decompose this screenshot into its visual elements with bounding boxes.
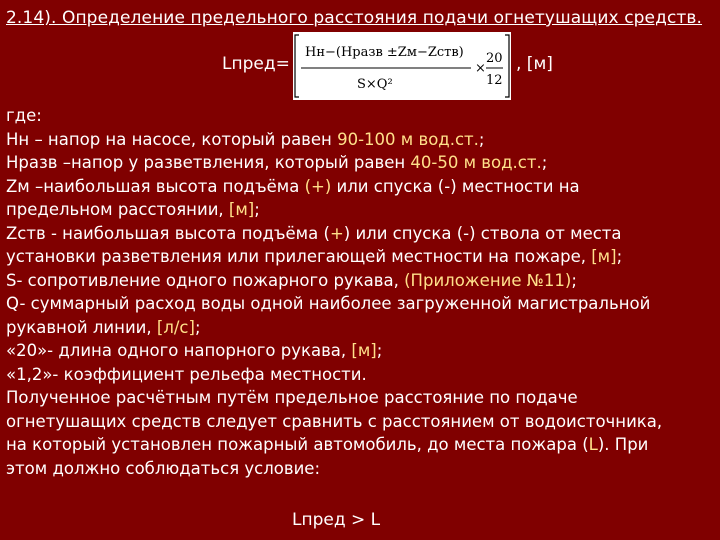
line-tail: ; [254,200,260,219]
formula-factor-den: 12 [486,73,503,88]
line-highlight: + [329,223,344,243]
line-tail: ; [541,153,548,172]
description-body [6,104,712,480]
line-highlight: [м] [351,341,377,360]
definition-line [6,198,712,222]
line-text: Полученное расчётным путём предельное расстояние по подаче [6,388,578,407]
definition-line [6,175,712,199]
definition-line [6,339,712,363]
line-text: этом должно соблюдаться условие: [6,458,321,478]
line-tail: ; [571,270,577,290]
definition-line [6,433,712,457]
line-tail: ; [376,341,383,360]
line-text: установки разветвления или прилегающей местности на пожаре, [6,247,592,266]
line-text: Zм –наибольшая высота подъёма [6,176,305,196]
formula-svg [293,32,511,100]
formula-denominator: S×Q² [357,77,393,92]
line-highlight: [л/с] [156,317,195,337]
formula-lhs: Lпред= [222,54,290,74]
formula-row [0,30,720,102]
line-highlight: 40-50 м вод.ст. [410,153,542,172]
definition-line [6,269,712,293]
line-tail: ; [616,247,623,266]
line-text: рукавной линии, [6,317,157,337]
definition-line [6,316,712,340]
definition-line [6,457,712,481]
line-highlight: (+) [304,176,332,196]
definition-line [6,245,712,269]
line-tail: ; [194,317,201,337]
line-text: Q- суммарный расход воды одной наиболее загруженной магистральной [6,294,651,313]
formula-unit: , [м] [516,54,553,74]
line-highlight: 90-100 м вод.ст. [337,129,479,149]
formula-factor-num: 20 [486,51,503,66]
line-text: на который установлен пожарный автомобиль, до места пожара ( [6,435,589,454]
slide-title: 2.14). Определение предельного расстояния подачи огнетушащих средств. [6,8,703,28]
line-tail: ) или спуска (-) ствола от места [343,223,622,243]
definition-line [6,151,712,175]
definition-line [6,222,712,246]
line-text: Zств - наибольшая высота подъёма ( [6,223,330,243]
formula-image [293,32,511,100]
line-tail: или спуска (-) местности на [331,176,580,196]
line-text: «1,2»- коэффициент рельефа местности. [6,364,367,384]
definition-line [6,363,712,387]
svg-text:×: × [475,61,486,76]
line-text: Нн – напор на насосе, который равен [6,129,338,149]
line-highlight: [м] [591,247,617,266]
definition-line [6,128,712,152]
line-text: Нразв –напор у разветвления, который равен [6,153,411,172]
line-text: огнетушащих средств следует сравнить с расстоянием от водоисточника, [6,411,663,431]
formula-numerator: Hн−(Hразв ±Zм−Zств) [305,45,464,60]
definition-line [6,410,712,434]
definition-lines [6,128,712,481]
condition-text: Lпред > L [292,510,381,530]
definition-line [6,292,712,316]
where-label: где: [6,106,42,125]
line-tail: ). При [597,435,649,454]
line-highlight: L [588,435,598,454]
line-highlight: [м] [228,200,255,219]
line-text: предельном расстоянии, [6,200,229,219]
line-highlight: (Приложение №11) [404,270,572,290]
line-text: S- сопротивление одного пожарного рукава, [6,270,405,290]
line-text: «20»- длина одного напорного рукава, [6,341,352,360]
line-tail: ; [478,129,485,149]
definition-line [6,386,712,410]
